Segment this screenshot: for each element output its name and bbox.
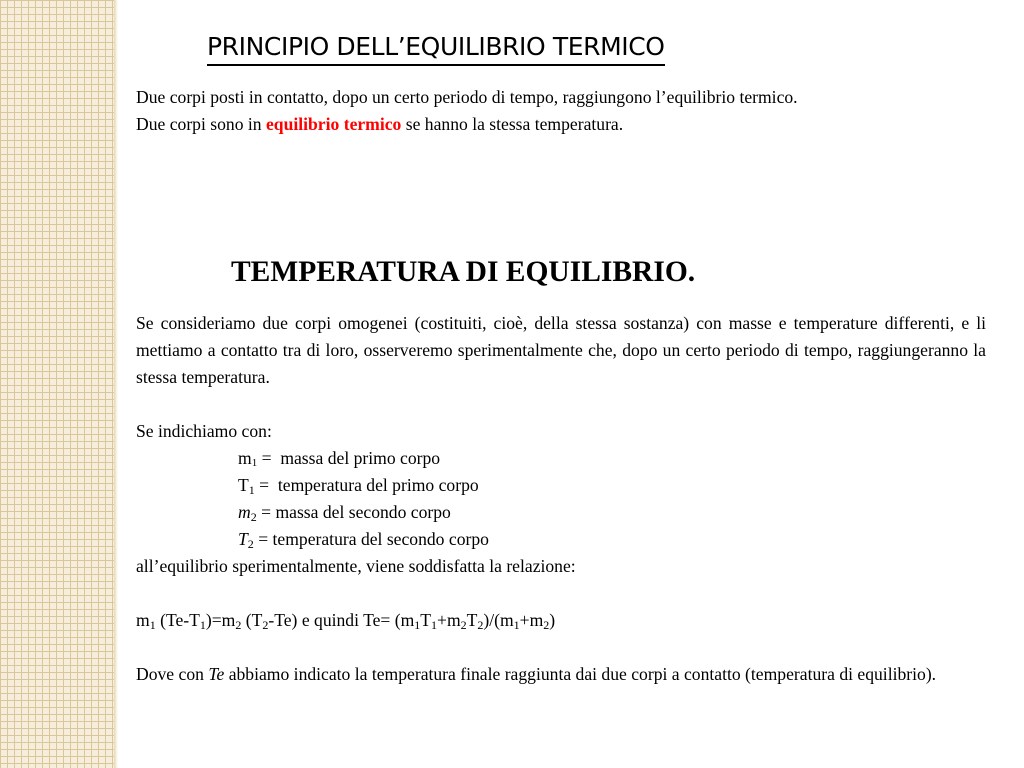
conclusion-suffix: abbiamo indicato la temperatura finale raggiunta dai due corpi a contatto (temperatura di equilibrio). xyxy=(224,664,937,684)
definition-text: temperatura del secondo corpo xyxy=(272,529,489,549)
body-paragraph-1: Se consideriamo due corpi omogenei (costituiti, cioè, della stessa sostanza) con masse e temperature differenti, e li mettiamo a contatto tra di loro, osserveremo sperimentalmente che, dopo un certo periodo di tempo, raggiungeranno la stessa temperatura. xyxy=(136,313,986,387)
formula: $m_1$ $(Te-T_1)=m_2$ $(T_2-Te)$ e quindi $Te= (m_1T_1+m_2T_2)/(m_1+m_2)$ xyxy=(136,610,556,632)
definition-text: massa del primo corpo xyxy=(280,448,441,468)
list-intro: Se indichiamo con: xyxy=(136,421,272,441)
symbol-index: 1 xyxy=(251,457,258,469)
symbol: m xyxy=(238,502,251,522)
symbol: m xyxy=(238,448,252,468)
intro-line-1: Due corpi posti in contatto, dopo un certo periodo di tempo, raggiungono l’equilibrio termico. xyxy=(136,87,798,107)
intro-section xyxy=(136,84,986,138)
symbol-index: 2 xyxy=(250,510,257,524)
symbol: T xyxy=(238,529,248,549)
te-symbol: Te xyxy=(208,664,225,684)
symbol: T xyxy=(238,475,249,495)
highlight-equilibrio-termico: equilibrio termico xyxy=(265,114,402,134)
spacer xyxy=(136,634,986,661)
separator: = xyxy=(253,529,273,549)
spacer xyxy=(136,580,986,607)
separator: = xyxy=(256,502,276,522)
definition-m1 xyxy=(136,445,986,472)
intro-line-2-suffix: se hanno la stessa temperatura. xyxy=(401,114,624,134)
intro-line-2-prefix: Due corpi sono in xyxy=(136,114,266,134)
symbol-index: 1 xyxy=(248,483,255,497)
definition-t1 xyxy=(136,472,986,499)
definition-text: massa del secondo corpo xyxy=(275,502,451,522)
relation-intro: all’equilibrio sperimentalmente, viene soddisfatta la relazione: xyxy=(136,556,576,576)
conclusion-prefix: Dove con xyxy=(136,664,209,684)
definition-t2 xyxy=(136,526,986,553)
spacer xyxy=(136,391,986,418)
definition-text: temperatura del primo corpo xyxy=(277,475,479,495)
separator: = xyxy=(257,448,281,468)
section-subtitle: TEMPERATURA DI EQUILIBRIO. xyxy=(231,256,696,288)
decorative-side-band xyxy=(0,0,114,768)
intro-line-2 xyxy=(136,111,986,138)
side-band-edge xyxy=(114,0,118,768)
body-section xyxy=(136,310,986,688)
conclusion xyxy=(136,661,986,688)
definition-m2 xyxy=(136,499,986,526)
symbol-index: 2 xyxy=(247,537,254,551)
separator: = xyxy=(254,475,278,495)
page-title: PRINCIPIO DELL’EQUILIBRIO TERMICO xyxy=(207,30,665,66)
